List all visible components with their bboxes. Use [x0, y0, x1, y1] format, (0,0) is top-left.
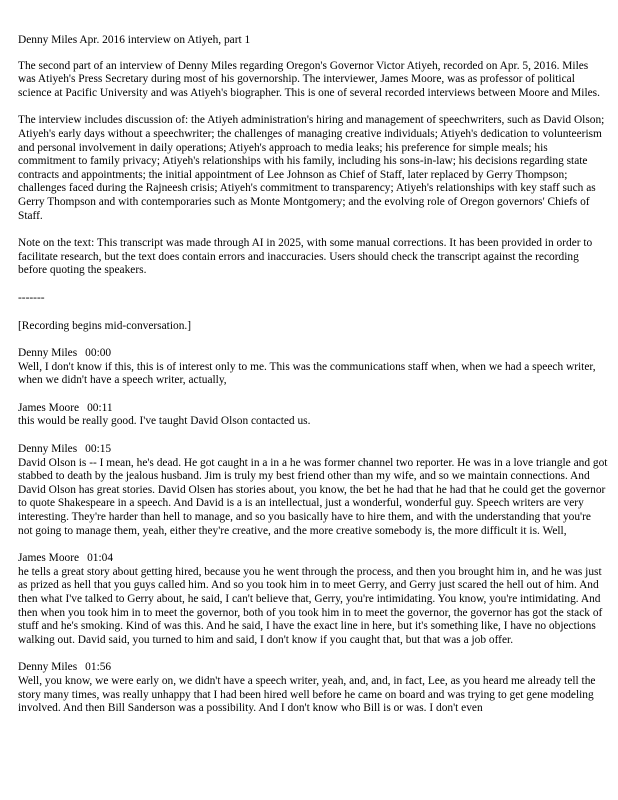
document-title: Denny Miles Apr. 2016 interview on Atiyeh, part 1 — [18, 34, 251, 46]
timestamp: 00:11 — [87, 401, 113, 414]
timestamp: 01:56 — [85, 661, 112, 674]
speaker-line — [18, 552, 608, 566]
timestamp: 00:15 — [85, 443, 112, 456]
utterance-text: Well, you know, we were early on, we didn't have a speech writer, yeah, and, and, in fact, Lee, as you heard me already tell the story many times, was really unhappy that I had been hired well before he came on board and was trying to get gene modeling involved. And then Bill Sanderson was a possibility. And I don't know who Bill is or was. I don't even — [18, 674, 596, 715]
speaker-line — [18, 661, 608, 675]
speaker-line — [18, 443, 608, 457]
intro-paragraph-summary: The second part of an interview of Denny Miles regarding Oregon's Governor Victor Atiyeh, recorded on Apr. 5, 2016. Miles was Atiyeh's Press Secretary during most of his governorship. The interviewer, James Moore, was as professor of political science at Pacific University and was Atiyeh's biographer. This is one of several recorded interviews between Moore and Miles. — [18, 59, 600, 99]
timestamp: 01:04 — [87, 552, 114, 565]
transcript-turn — [18, 443, 608, 538]
section-separator: ------- — [18, 291, 45, 304]
utterance-text: David Olson is -- I mean, he's dead. He got caught in a in a he was former channel two reporter. He was in a love triangle and got stabbed to death by the jealous husband. Jim is truly my best friend other than my wife, and so we maintain connections. And David Olson has great stories. David Olsen has stories about, you know, the bet he had that he had that he could get the governor to quote Shakespeare in a speech. And David is a is an intellectual, just a wonderful, wonderful guy. Speech writers are very interesting. They're harder than hell to manage, and so you basically have to hire them, and with the understanding that you're not going to manage them, yeah, either they're creative, and the more creative somebody is, the more difficult it is. Well, — [18, 456, 608, 537]
utterance-text: he tells a great story about getting hired, because you he went through the process, and then you brought him in, and he was just as prized as hell that you guys called him. And so you took him in to meet Gerry, and Gerry just scared the hell out of him. And then what I've talked to Gerry about, he said, I can't believe that, Gerry, you're intimidating. You know, you're intimidating. And then when you took him in to meet the governor, both of you took him in to meet the governor, the governor has got the stack of stuff and he's smoking. Kind of was this. And he said, I have the exact line in here, but it's something like, I have no objections walking out. David said, you turned to him and said, I don't know if you caught that, but that was a job offer. — [18, 565, 603, 646]
transcript-turn — [18, 552, 608, 647]
utterance-text: Well, I don't know if this, this is of interest only to me. This was the communications staff when, when we had a speech writer, when we didn't have a speech writer, actually, — [18, 360, 596, 387]
transcript-turn — [18, 402, 608, 429]
speaker-name: Denny Miles — [18, 661, 78, 674]
transcript-turn — [18, 661, 608, 715]
transcript-turn — [18, 347, 608, 388]
speaker-name: Denny Miles — [18, 347, 78, 360]
speaker-name: James Moore — [18, 552, 80, 565]
timestamp: 00:00 — [85, 347, 112, 360]
speaker-name: Denny Miles — [18, 443, 78, 456]
utterance-text: this would be really good. I've taught David Olson contacted us. — [18, 415, 311, 428]
speaker-name: James Moore — [18, 401, 80, 414]
intro-paragraph-text-note: Note on the text: This transcript was made through AI in 2025, with some manual corrections. It has been provided in order to facilitate research, but the text does contain errors and inaccuracies. Users should check the transcript against the recording before quoting the speakers. — [18, 237, 593, 277]
speaker-line — [18, 402, 608, 416]
speaker-line — [18, 347, 608, 361]
recording-note: [Recording begins mid-conversation.] — [18, 319, 192, 332]
intro-paragraph-topics: The interview includes discussion of: the Atiyeh administration's hiring and management of speechwriters, such as David Olson; Atiyeh's early days without a speechwriter; the challenges of managing creative individuals; Atiyeh's dedication to volunteerism and personal involvement in daily operations; Atiyeh's approach to media leaks; his preference for simple meals; his commitment to family privacy; Atiyeh's relationships with his family, including his sons-in-law; his decisions regarding state contracts and appointments; the initial appointment of Lee Johnson as Chief of Staff, later replaced by Gerry Thompson; challenges faced during the Rajneesh crisis; Atiyeh's commitment to transparency; Atiyeh's relationships with key staff such as Gerry Thompson and with contemporaries such as Monte Montgomery; and the evolving role of Oregon governors' Chiefs of Staff. — [18, 114, 605, 222]
transcript-document — [18, 34, 608, 730]
